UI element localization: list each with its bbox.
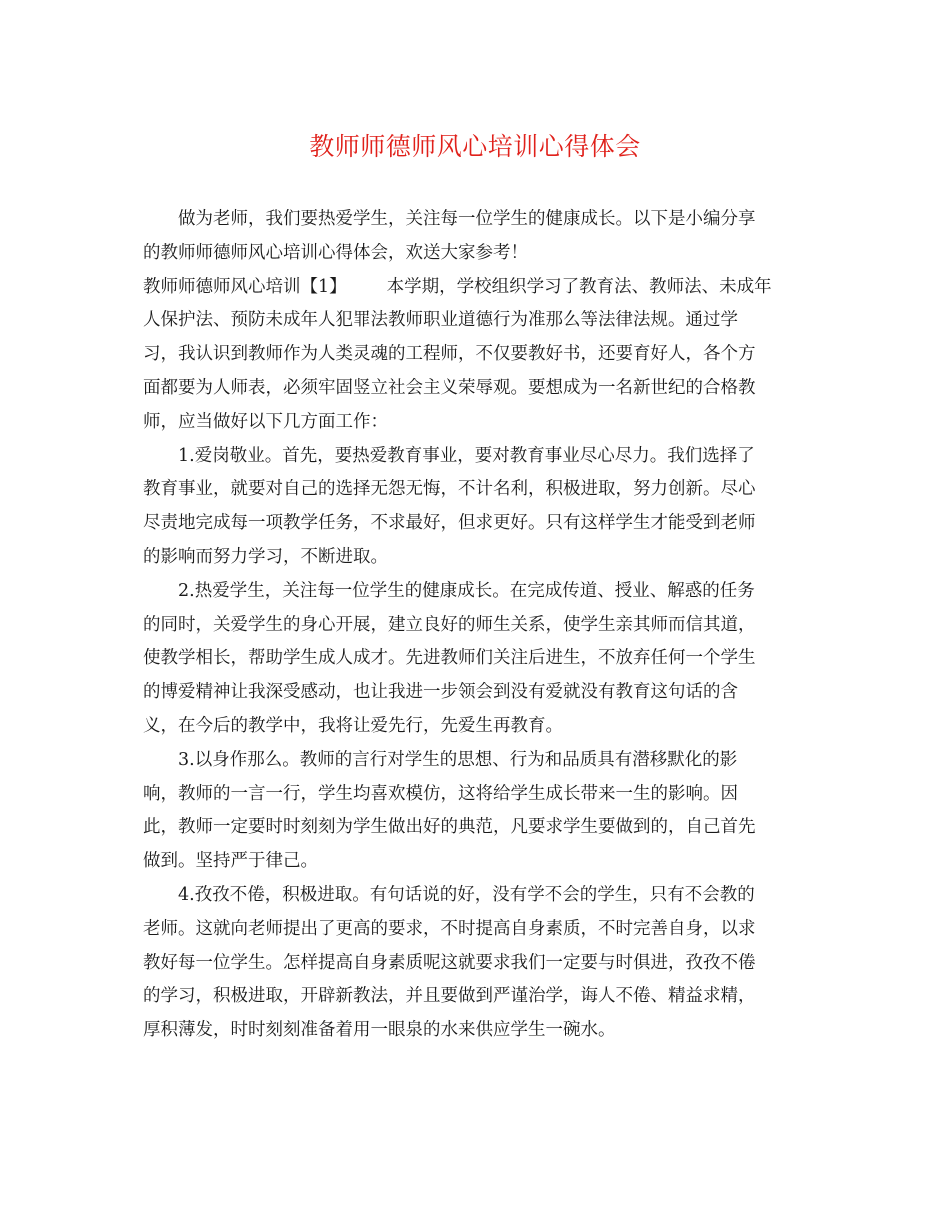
list-item-line: 尽责地完成每一项教学任务，不求最好，但求更好。只有这样学生才能受到老师 xyxy=(143,513,756,534)
paragraph-line: 人保护法、预防未成年人犯罪法教师职业道德行为准那么等法律法规。通过学 xyxy=(143,310,738,331)
section-heading: 教师师德师风心培训【1】 xyxy=(143,276,347,297)
document-title: 教师师德师风心培训心得体会 xyxy=(309,132,641,161)
list-item-line: 1.爱岗敬业。首先，要热爱教育事业，要对教育事业尽心尽力。我们选择了 xyxy=(178,445,755,466)
list-item-line: 的同时，关爱学生的身心开展，建立良好的师生关系，使学生亲其师而信其道， xyxy=(143,614,756,635)
list-item-line: 义，在今后的教学中，我将让爱先行，先爱生再教育。 xyxy=(143,715,563,736)
list-item-line: 4.孜孜不倦，积极进取。有句话说的好，没有学不会的学生，只有不会教的 xyxy=(178,884,755,905)
list-item-line: 响，教师的一言一行，学生均喜欢模仿，这将给学生成长带来一生的影响。因 xyxy=(143,783,738,804)
list-item-line: 的影响而努力学习，不断进取。 xyxy=(143,546,388,567)
section-heading-line xyxy=(143,271,813,305)
paragraph-line: 面都要为人师表，必须牢固竖立社会主义荣辱观。要想成为一名新世纪的合格教 xyxy=(143,377,756,398)
paragraph-line: 本学期，学校组织学习了教育法、教师法、未成年 xyxy=(386,276,772,297)
paragraph-line: 习，我认识到教师作为人类灵魂的工程师，不仅要教好书，还要育好人，各个方 xyxy=(143,344,756,365)
list-item-line: 的博爱精神让我深受感动，也让我进一步领会到没有爱就没有教育这句话的含 xyxy=(143,682,738,703)
list-item-line: 厚积薄发，时时刻刻准备着用一眼泉的水来供应学生一碗水。 xyxy=(143,1020,616,1041)
list-item-line: 此，教师一定要时时刻刻为学生做出好的典范，凡要求学生要做到的，自己首先 xyxy=(143,817,756,838)
document-body xyxy=(143,203,813,1048)
list-item-line: 做到。坚持严于律己。 xyxy=(143,851,318,872)
list-item-line: 2.热爱学生，关注每一位学生的健康成长。在完成传道、授业、解惑的任务 xyxy=(178,580,755,601)
list-item-line: 的学习，积极进取，开辟新教法，并且要做到严谨治学，诲人不倦、精益求精， xyxy=(143,986,756,1007)
list-item-line: 教好每一位学生。怎样提高自身素质呢这就要求我们一定要与时俱进，孜孜不倦 xyxy=(143,952,756,973)
list-item-line: 使教学相长，帮助学生成人成才。先进教师们关注后进生，不放弃任何一个学生 xyxy=(143,648,756,669)
list-item-line: 3.以身作那么。教师的言行对学生的思想、行为和品质具有潜移默化的影 xyxy=(178,749,738,770)
paragraph-line: 的教师师德师风心培训心得体会，欢送大家参考！ xyxy=(143,242,528,263)
paragraph-line: 做为老师，我们要热爱学生，关注每一位学生的健康成长。以下是小编分享 xyxy=(178,209,756,229)
paragraph-line: 师，应当做好以下几方面工作： xyxy=(143,411,388,432)
list-item-line: 教育事业，就要对自己的选择无怨无悔，不计名利，积极进取，努力创新。尽心 xyxy=(143,479,756,500)
list-item-line: 老师。这就向老师提出了更高的要求，不时提高自身素质，不时完善自身，以求 xyxy=(143,918,756,939)
